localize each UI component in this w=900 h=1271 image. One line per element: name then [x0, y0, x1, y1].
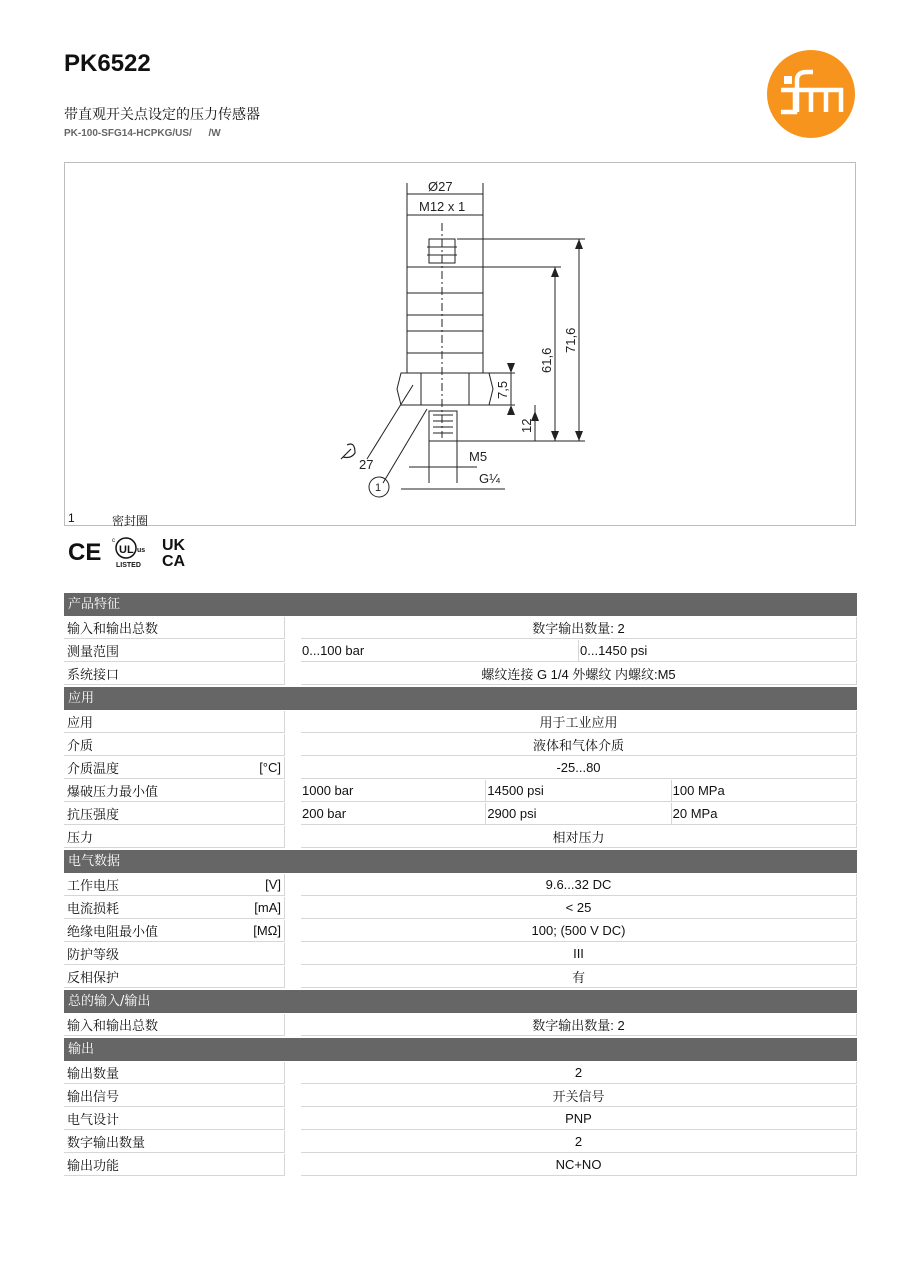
article-code: PK-100-SFG14-HCPKG/US/ /W	[64, 128, 221, 139]
product-title: PK6522	[64, 50, 151, 77]
spec-label: 绝缘电阻最小值	[67, 925, 159, 940]
spec-value: 100 MPa	[672, 780, 857, 802]
spec-label-cell	[64, 1014, 285, 1036]
spec-label-cell	[64, 920, 285, 942]
spec-row	[64, 617, 857, 639]
spec-value: -25...80	[301, 757, 857, 779]
ce-mark: CE	[68, 539, 102, 566]
dim-g14: G¼	[479, 471, 500, 486]
spec-label-cell	[64, 663, 285, 685]
spec-row	[64, 780, 857, 802]
spec-value: 液体和气体介质	[301, 734, 857, 756]
section-header: 电气数据	[64, 850, 857, 873]
spec-label: 反相保护	[67, 971, 120, 986]
spec-label: 防护等级	[67, 948, 120, 963]
spec-label-cell	[64, 1062, 285, 1084]
spec-value: 开关信号	[301, 1085, 857, 1107]
svg-text:UL: UL	[119, 544, 134, 556]
spec-value: 相对压力	[301, 826, 857, 848]
dim-71-6: 71,6	[563, 327, 578, 353]
spec-unit: [MΩ]	[253, 923, 281, 938]
section-header: 输出	[64, 1038, 857, 1061]
spec-row	[64, 1014, 857, 1036]
legend-text: 密封圈	[112, 514, 149, 528]
spec-value: 9.6...32 DC	[301, 874, 857, 896]
spec-label-cell	[64, 1131, 285, 1153]
ukca-mark-bottom: CA	[162, 553, 186, 570]
spec-label: 爆破压力最小值	[67, 785, 159, 800]
dim-12: 12	[519, 418, 534, 433]
legend-number: 1	[68, 511, 75, 525]
svg-text:us: us	[137, 547, 146, 554]
spec-row	[64, 826, 857, 848]
spec-value: 用于工业应用	[301, 711, 857, 733]
spec-label: 输入和输出总数	[67, 622, 159, 637]
spec-row	[64, 897, 857, 919]
spec-label-cell	[64, 640, 285, 662]
spec-label-cell	[64, 1154, 285, 1176]
product-subtitle: 带直观开关点设定的压力传感器	[64, 107, 260, 123]
section-header: 应用	[64, 687, 857, 710]
section-header: 总的输入/输出	[64, 990, 857, 1013]
spec-value: 2	[301, 1062, 857, 1084]
spec-label-cell	[64, 757, 285, 779]
spec-row	[64, 640, 857, 662]
sensor-dimension-drawing	[65, 163, 855, 525]
certification-marks	[68, 534, 198, 570]
spec-label-cell	[64, 826, 285, 848]
ul-listed-mark	[112, 538, 145, 569]
spec-label-cell	[64, 874, 285, 896]
spec-label-cell	[64, 897, 285, 919]
spec-value: NC+NO	[301, 1154, 857, 1176]
dim-thread: M12 x 1	[419, 199, 466, 214]
spec-unit: [V]	[265, 877, 281, 892]
spec-label: 电气设计	[67, 1113, 120, 1128]
dim-m5: M5	[469, 449, 488, 464]
spec-label-cell	[64, 803, 285, 825]
spec-label: 压力	[67, 831, 94, 846]
spec-label-cell	[64, 617, 285, 639]
dim-wrench: 27	[359, 457, 374, 472]
svg-text:c: c	[112, 538, 115, 544]
spec-label: 输出数量	[67, 1067, 120, 1082]
spec-value: 1000 bar	[301, 780, 486, 802]
spec-row	[64, 711, 857, 733]
spec-label: 工作电压	[67, 879, 120, 894]
spec-label: 测量范围	[67, 645, 120, 660]
spec-row	[64, 874, 857, 896]
spec-value: 20 MPa	[672, 803, 857, 825]
spec-table	[64, 591, 857, 1176]
spec-unit: [mA]	[254, 900, 281, 915]
dimension-drawing	[64, 162, 856, 526]
spec-label: 抗压强度	[67, 808, 120, 823]
spec-label-cell	[64, 780, 285, 802]
callout-number: 1	[375, 482, 382, 494]
spec-label: 数字输出数量	[67, 1136, 146, 1151]
spec-row	[64, 757, 857, 779]
spec-label: 系统接口	[67, 668, 120, 683]
spec-row	[64, 1085, 857, 1107]
spec-label: 输出功能	[67, 1159, 120, 1174]
spec-label-cell	[64, 966, 285, 988]
spec-value: 2	[301, 1131, 857, 1153]
spec-value: 14500 psi	[486, 780, 671, 802]
spec-label-cell	[64, 734, 285, 756]
ukca-mark-top: UK	[162, 537, 186, 554]
dim-diameter: Ø27	[428, 179, 453, 194]
spec-row	[64, 803, 857, 825]
spec-value: 数字输出数量: 2	[301, 617, 857, 639]
spec-row	[64, 734, 857, 756]
spec-value: 2900 psi	[486, 803, 671, 825]
spec-value: 100; (500 V DC)	[301, 920, 857, 942]
spec-row	[64, 1154, 857, 1176]
spec-row	[64, 943, 857, 965]
spec-label-cell	[64, 711, 285, 733]
spec-label: 输出信号	[67, 1090, 120, 1105]
spec-unit: [°C]	[259, 760, 281, 775]
ifm-logo	[767, 50, 855, 138]
dim-7-5: 7,5	[495, 380, 510, 399]
spec-value: 0...1450 psi	[579, 640, 857, 662]
spec-value: 螺纹连接 G 1/4 外螺纹 内螺纹:M5	[301, 663, 857, 685]
spec-value: 有	[301, 966, 857, 988]
spec-label: 介质温度	[67, 762, 120, 777]
spec-value: 0...100 bar	[301, 640, 579, 662]
spec-row	[64, 1108, 857, 1130]
wrench-icon	[341, 444, 355, 459]
spec-row	[64, 920, 857, 942]
spec-row	[64, 1062, 857, 1084]
spec-row	[64, 966, 857, 988]
section-header: 产品特征	[64, 593, 857, 616]
spec-value: 数字输出数量: 2	[301, 1014, 857, 1036]
spec-row	[64, 663, 857, 685]
spec-value: III	[301, 943, 857, 965]
spec-value: < 25	[301, 897, 857, 919]
spec-label-cell	[64, 1085, 285, 1107]
spec-label: 输入和输出总数	[67, 1019, 159, 1034]
spec-value: 200 bar	[301, 803, 486, 825]
svg-text:LISTED: LISTED	[116, 562, 141, 569]
spec-value: PNP	[301, 1108, 857, 1130]
spec-label: 应用	[67, 716, 94, 731]
spec-label: 电流损耗	[67, 902, 120, 917]
dim-61-6: 61,6	[539, 347, 554, 373]
spec-label: 介质	[67, 739, 94, 754]
spec-label-cell	[64, 1108, 285, 1130]
spec-label-cell	[64, 943, 285, 965]
spec-row	[64, 1131, 857, 1153]
